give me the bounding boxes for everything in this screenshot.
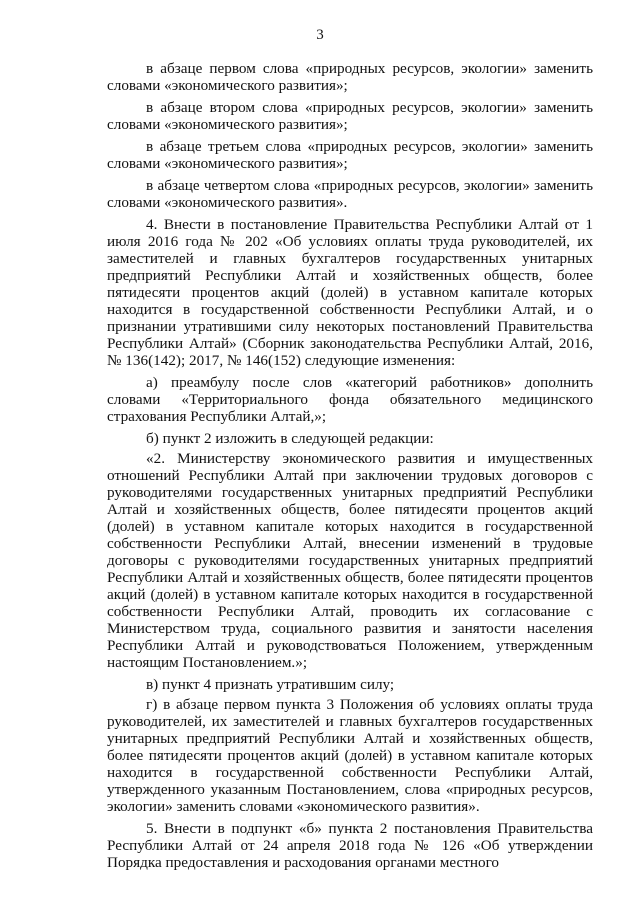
paragraph-11: 5. Внести в подпункт «б» пункта 2 постановления Правительства Республики Алтай от 24 апреля 2018 года № 126 «Об утверждении Порядка предоставления и расходования органами местного — [107, 820, 593, 871]
paragraph-8: «2. Министерству экономического развития и имущественных отношений Республики Алтай при заключении трудовых договоров с руководителями государственных унитарных предприятий Республики Алтай и хозяйственных обществ, более пятидесяти процентов акций (долей) в уставном капитале которых находится в государственной собственности Республики Алтай, внесении изменений в трудовые договоры с руководителями государственных унитарных предприятий Республики Алтай и хозяйственных обществ, более пятидесяти процентов акций (долей) в уставном капитале которых находится в государственной собственности Республики Алтай, проводить их согласование с Министерством труда, социального развития и занятости населения Республики Алтай и руководствоваться Положением, утвержденным настоящим Постановлением.»; — [107, 450, 593, 671]
paragraph-6: а) преамбулу после слов «категорий работников» дополнить словами «Территориального фонда обязательного медицинского страхования Республики Алтай,»; — [107, 374, 593, 425]
paragraph-7: б) пункт 2 изложить в следующей редакции: — [146, 430, 434, 447]
document-body — [107, 60, 593, 876]
paragraph-3: в абзаце третьем слова «природных ресурсов, экологии» заменить словами «экономического развития»; — [107, 138, 593, 172]
paragraph-9: в) пункт 4 признать утратившим силу; — [146, 676, 395, 693]
paragraph-10: г) в абзаце первом пункта 3 Положения об условиях оплаты труда руководителей, их заместителей и главных бухгалтеров государственных унитарных предприятий Республики Алтай и хозяйственных обществ, более пятидесяти процентов акций (долей) в уставном капитале которых находится в государственной собственности Республики Алтай, утвержденного указанным Постановлением, слова «природных ресурсов, экологии» заменить словами «экономического развития». — [107, 696, 593, 815]
paragraph-4: в абзаце четвертом слова «природных ресурсов, экологии» заменить словами «экономического развития». — [107, 177, 593, 211]
paragraph-5: 4. Внести в постановление Правительства Республики Алтай от 1 июля 2016 года № 202 «Об условиях оплаты труда руководителей, их заместителей и главных бухгалтеров государственных унитарных предприятий Республики Алтай и хозяйственных обществ, более пятидесяти процентов акций (долей) в уставном капитале которых находится в государственной собственности Республики Алтай, и о признании утратившими силу некоторых постановлений Правительства Республики Алтай» (Сборник законодательства Республики Алтай, 2016, № 136(142); 2017, № 146(152) следующие изменения: — [107, 216, 593, 369]
paragraph-2: в абзаце втором слова «природных ресурсов, экологии» заменить словами «экономического развития»; — [107, 99, 593, 133]
paragraph-1: в абзаце первом слова «природных ресурсов, экологии» заменить словами «экономического развития»; — [107, 60, 593, 94]
page-number: 3 — [316, 27, 324, 43]
